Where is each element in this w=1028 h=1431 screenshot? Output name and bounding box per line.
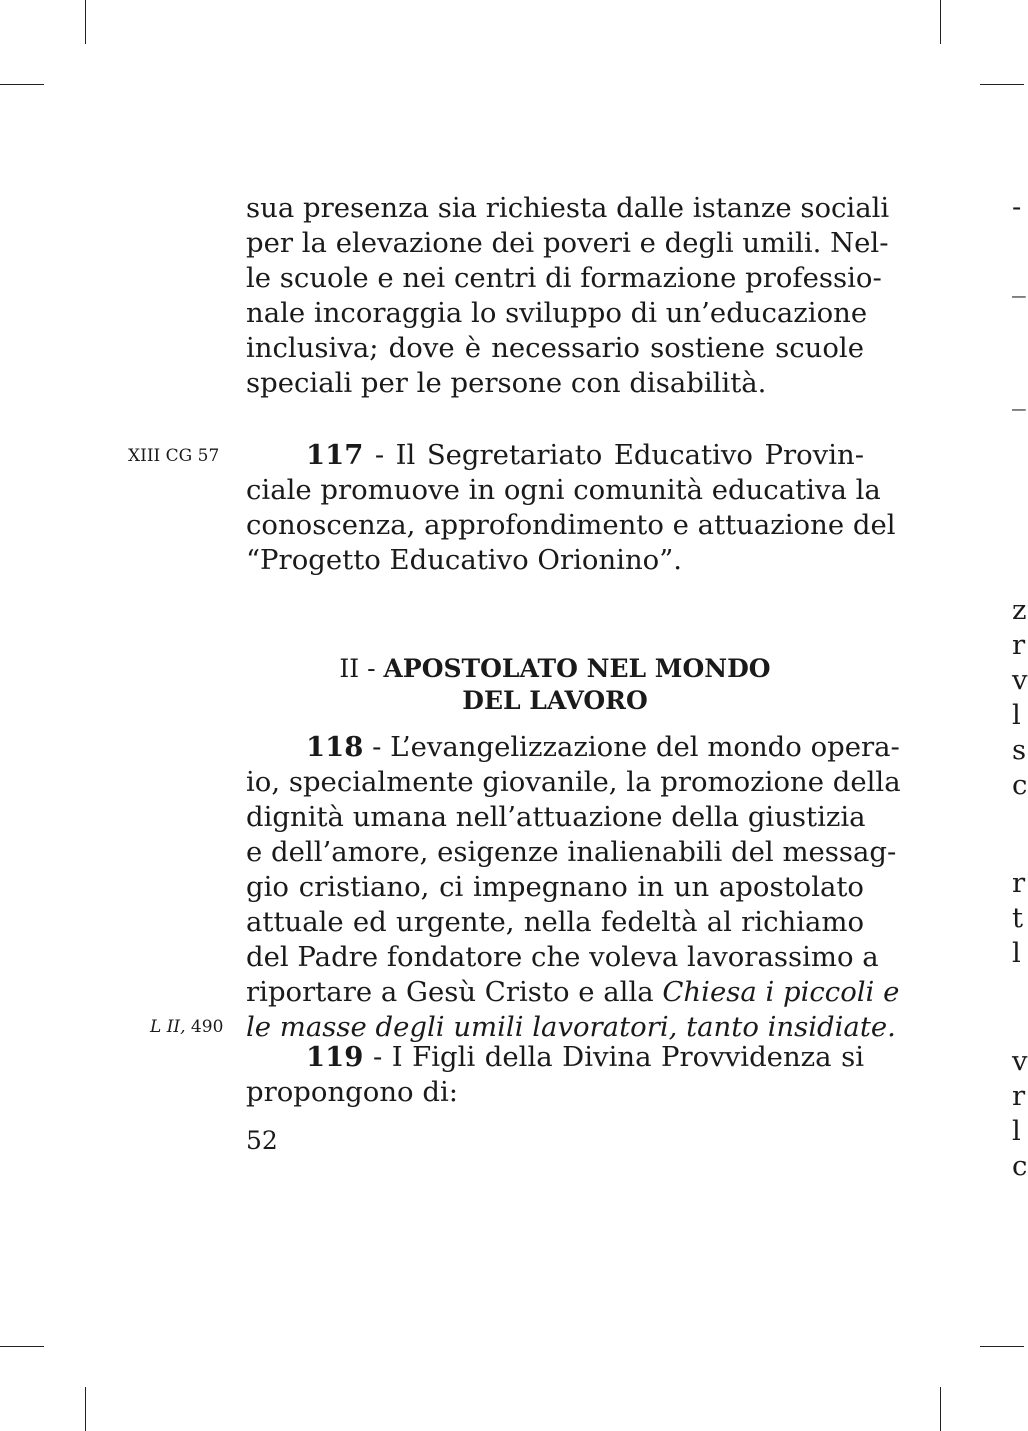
facing-page-letter: t — [1012, 902, 1024, 934]
facing-page-letter: _ — [1012, 266, 1026, 298]
article-first-line — [246, 1040, 864, 1075]
text-line: le scuole e nei centri di formazione professio- — [246, 262, 882, 294]
text-line: per la elevazione dei poveri e degli umili. Nel- — [246, 227, 889, 259]
page-number: 52 — [246, 1126, 278, 1155]
text-line: io, specialmente giovanile, la promozione della — [246, 766, 901, 798]
facing-page-letter: _ — [1012, 379, 1026, 411]
article-text: - Il Segretariato Educativo Provin- — [363, 439, 864, 471]
crop-mark-bottom-left-h — [0, 1346, 44, 1347]
margin-note-source: L II, — [150, 1017, 186, 1037]
article-first-line — [246, 730, 900, 765]
facing-page-letter: r — [1012, 629, 1026, 661]
facing-page-letter: - — [1012, 191, 1022, 223]
crop-mark-top-left — [85, 0, 86, 44]
crop-mark-bottom-left — [85, 1387, 86, 1431]
article-117 — [246, 438, 896, 578]
article-number: 119 — [306, 1041, 364, 1073]
text-quote: le masse degli umili lavoratori, tanto insidiate. — [246, 1011, 896, 1043]
crop-mark-bottom-right-h — [980, 1346, 1024, 1347]
crop-mark-top-left-h — [0, 84, 44, 85]
article-number: 117 — [306, 439, 364, 471]
article-first-line — [246, 438, 864, 473]
crop-mark-top-right — [940, 0, 941, 44]
article-118 — [246, 730, 901, 1045]
text-line: speciali per le persone con disabilità. — [246, 367, 767, 399]
text-line: attuale ed urgente, nella fedeltà al richiamo — [246, 906, 864, 938]
heading-prefix: II - — [339, 654, 384, 683]
facing-page-letter: r — [1012, 867, 1026, 899]
crop-mark-bottom-right — [940, 1387, 941, 1431]
article-number: 118 — [306, 731, 364, 763]
facing-page-letter: c — [1012, 1150, 1028, 1182]
text-line: e dell’amore, esigenze inalienabili del messag- — [246, 836, 897, 868]
facing-page-letter: v — [1012, 664, 1028, 696]
heading-title: APOSTOLATO NEL MONDO — [383, 654, 771, 683]
text-line: dignità umana nell’attuazione della giustizia — [246, 801, 866, 833]
text-line: “Progetto Educativo Orionino”. — [246, 544, 683, 576]
heading-title-cont: DEL LAVORO — [462, 686, 648, 715]
margin-note-117: XIII CG 57 — [128, 446, 220, 466]
crop-mark-top-right-h — [980, 84, 1024, 85]
facing-page-letter: l — [1012, 937, 1021, 969]
text-line: propongono di: — [246, 1076, 459, 1108]
text-line — [246, 975, 900, 1010]
text-line: del Padre fondatore che voleva lavorassimo a — [246, 941, 879, 973]
text-line: ciale promuove in ogni comunità educativa la — [246, 474, 881, 506]
facing-page-letter: v — [1012, 1045, 1028, 1077]
section-heading — [246, 653, 864, 717]
text-line: gio cristiano, ci impegnano in un apostolato — [246, 871, 864, 903]
facing-page-letter: c — [1012, 769, 1028, 801]
facing-page-letter: l — [1012, 1115, 1021, 1147]
text-line: inclusiva; dove è necessario sostiene scuole — [246, 332, 864, 364]
text-quote: Chiesa i piccoli e — [662, 976, 900, 1008]
text-plain: riportare a Gesù Cristo e alla — [246, 976, 663, 1008]
heading-line-1 — [246, 653, 864, 685]
text-line: sua presenza sia richiesta dalle istanze sociali — [246, 192, 890, 224]
margin-note-page: 490 — [185, 1017, 224, 1037]
article-119-body — [246, 1040, 864, 1110]
margin-note-118 — [150, 1017, 223, 1037]
facing-page-letter: s — [1012, 734, 1027, 766]
intro-paragraph — [246, 191, 890, 401]
text-line: conoscenza, approfondimento e attuazione del — [246, 509, 896, 541]
article-text: - I Figli della Divina Provvidenza si — [363, 1041, 864, 1073]
heading-line-2 — [246, 685, 864, 717]
article-text: - L’evangelizzazione del mondo opera- — [363, 731, 900, 763]
facing-page-letter: l — [1012, 699, 1021, 731]
text-line: nale incoraggia lo sviluppo di un’educazione — [246, 297, 868, 329]
facing-page-letter: r — [1012, 1080, 1026, 1112]
facing-page-letter: z — [1012, 594, 1027, 626]
